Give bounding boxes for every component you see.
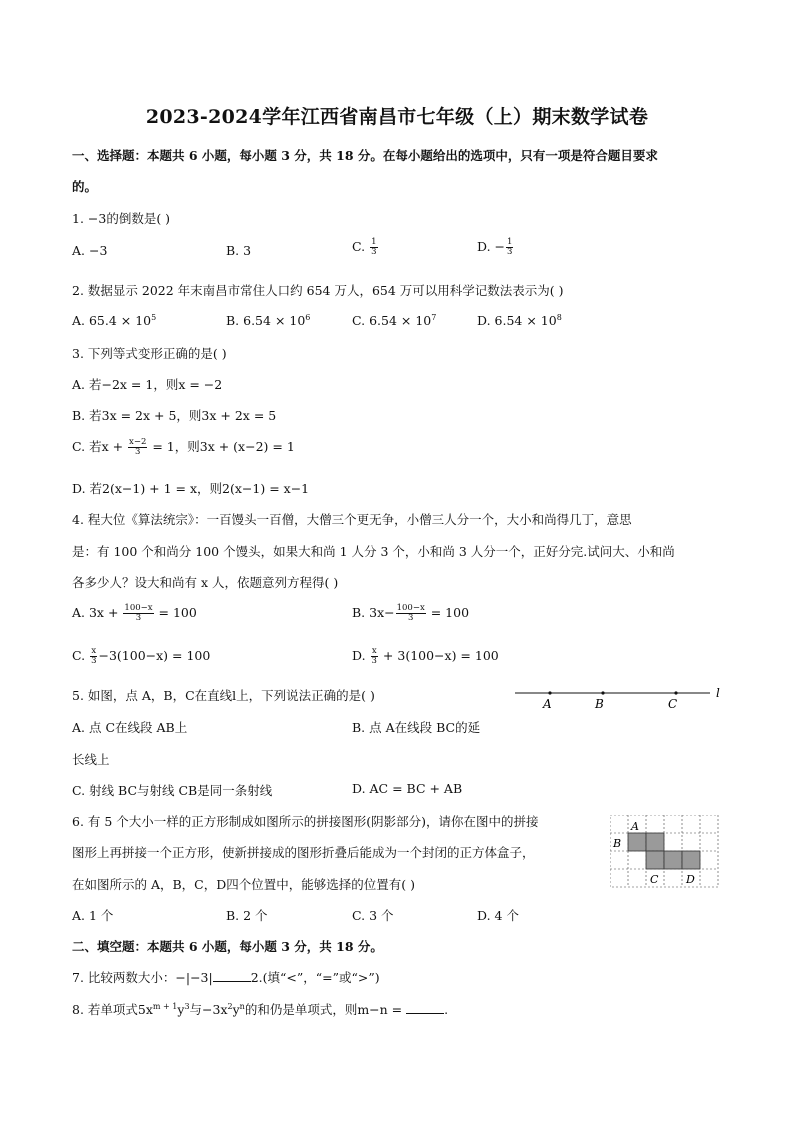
point-c <box>674 691 677 694</box>
q6-option-c: C. 3 个 <box>352 908 394 923</box>
label-a: A <box>543 697 552 711</box>
q2-option-a: A. $65.4 \times 10^5$ <box>72 313 157 329</box>
q3-option-b: B. 若3x = 2x + 5，则3x + 2x = 5 <box>72 408 277 423</box>
point-a <box>548 691 551 694</box>
q6-option-b: B. 2 个 <box>226 908 268 923</box>
q3-stem: 3. 下列等式变形正确的是( ) <box>72 346 227 361</box>
q5-line-figure <box>510 683 730 713</box>
q4-stem-line2: 是：有 100 个和尚分 100 个馒头，如果大和尚 1 人分 3 个，小和尚 3 人分一个，正好分完.试问大、小和尚 <box>72 544 675 559</box>
q7-stem: 7. 比较两数大小：−|−3| 2.(填“<”，“=”或“>”) <box>72 970 380 985</box>
q2-option-d: D. $6.54 \times 10^8$ <box>477 313 562 329</box>
q6-cube-net-figure <box>610 815 722 889</box>
shaded-square <box>664 851 682 869</box>
q4-option-b: B. 3x− $\frac{100-x}{3}$ = 100 <box>352 603 470 623</box>
q8-stem: 8. 若单项式$5x^{m + 1}y^3$与$-3x^2y^n$的和仍是单项式，则m−n = . <box>72 1001 449 1017</box>
q4-stem-line3: 各多少人？设大和尚有 x 人，依题意列方程得( ) <box>72 575 339 590</box>
q5-option-c: C. 射线 BC与射线 CB是同一条射线 <box>72 783 273 798</box>
point-b <box>601 691 604 694</box>
q1-stem: 1. −3的倒数是( ) <box>72 211 171 226</box>
q6-stem-line3: 在如图所示的 A，B，C，D四个位置中，能够选择的位置有( ) <box>72 877 416 892</box>
q4-option-d: D. $\frac{x}{3}$ + 3(100−x) = 100 <box>352 646 499 666</box>
answer-blank[interactable] <box>213 971 251 982</box>
answer-blank[interactable] <box>406 1003 444 1014</box>
shaded-square <box>628 833 646 851</box>
label-d: D <box>686 873 695 886</box>
label-b: B <box>595 697 604 711</box>
q2-option-b: B. $6.54 \times 10^6$ <box>226 313 311 329</box>
label-b: B <box>613 837 622 850</box>
q6-stem-line2: 图形上再拼接一个正方形，使新拼接成的图形折叠后能成为一个封闭的正方体盒子， <box>72 845 535 860</box>
q4-option-c: C. $\frac{x}{3}$ −3(100−x) = 100 <box>72 646 211 666</box>
q5-option-b-cont: 长线上 <box>72 752 110 767</box>
section1-heading-cont: 的。 <box>72 179 98 194</box>
q3-option-d: D. 若2(x−1) + 1 = x，则2(x−1) = x−1 <box>72 481 310 496</box>
shaded-square <box>682 851 700 869</box>
q6-stem-line1: 6. 有 5 个大小一样的正方形制成如图所示的拼接图形(阴影部分)，请你在图中的拼接 <box>72 814 539 829</box>
q2-stem: 2. 数据显示 2022 年末南昌市常住人口约 654 万人，654 万可以用科学记数法表示为( ) <box>72 283 564 298</box>
q5-option-a: A. 点 C在线段 AB上 <box>72 720 188 735</box>
q4-option-a: A. 3x + $\frac{100-x}{3}$ = 100 <box>72 603 197 623</box>
q1-option-d: D. − $\frac{1}{3}$ <box>477 237 513 257</box>
q1-option-c: C. $\frac{1}{3}$ <box>352 237 377 257</box>
q4-stem-line1: 4. 程大位《算法统宗》：一百馒头一百僧，大僧三个更无争，小僧三人分一个，大小和尚得几丁，意思 <box>72 512 632 527</box>
q5-option-d: D. AC = BC + AB <box>352 781 463 796</box>
shaded-square <box>646 833 664 851</box>
section1-heading: 一、选择题：本题共 6 小题，每小题 3 分，共 18 分。在每小题给出的选项中，只有一项是符合题目要求 <box>72 148 658 163</box>
label-a: A <box>631 820 639 833</box>
q6-option-d: D. 4 个 <box>477 908 519 923</box>
section2-heading: 二、填空题：本题共 6 小题，每小题 3 分，共 18 分。 <box>72 939 383 954</box>
q5-stem: 5. 如图，点 A，B，C在直线l上，下列说法正确的是( ) <box>72 688 375 703</box>
q3-option-a: A. 若−2x = 1，则x = −2 <box>72 377 223 392</box>
q1-option-b: B. 3 <box>226 243 252 258</box>
q6-option-a: A. 1 个 <box>72 908 114 923</box>
q1-option-a: A. −3 <box>72 243 108 258</box>
label-l: l <box>716 686 720 700</box>
shaded-square <box>646 851 664 869</box>
q3-option-c: C. 若x + $\frac{x-2}{3}$ = 1，则3x + (x−2) = 1 <box>72 437 295 457</box>
page-title: 2023-2024学年江西省南昌市七年级（上）期末数学试卷 <box>145 106 649 128</box>
label-c: C <box>668 697 678 711</box>
q2-option-c: C. $6.54 \times 10^7$ <box>352 313 437 329</box>
label-c: C <box>650 873 659 886</box>
q5-option-b: B. 点 A在线段 BC的延 <box>352 720 481 735</box>
